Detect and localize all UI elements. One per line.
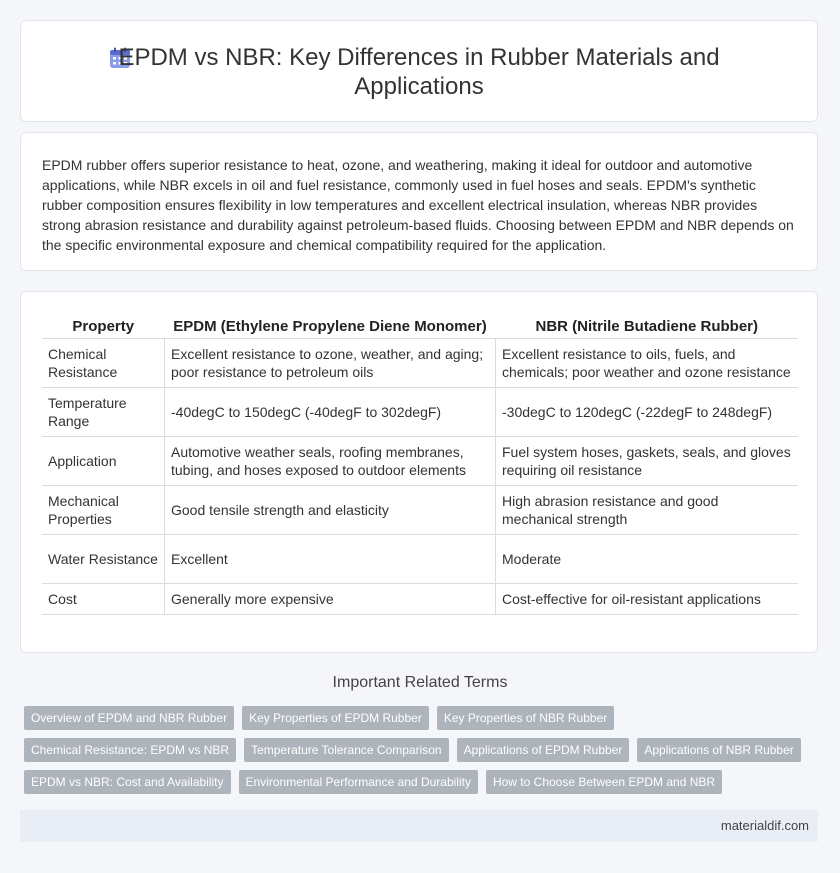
nbr-cell: Moderate (496, 535, 799, 584)
property-cell: Cost (42, 584, 165, 615)
nbr-cell: Fuel system hoses, gaskets, seals, and gloves requiring oil resistance (496, 437, 799, 486)
nbr-cell: Cost-effective for oil-resistant applications (496, 584, 799, 615)
table-row (42, 339, 798, 388)
page-title: EPDM vs NBR: Key Differences in Rubber Materials and Applications (118, 44, 720, 100)
table-row (42, 486, 798, 535)
footer-site-name: materialdif.com (720, 818, 809, 833)
property-cell: Chemical Resistance (42, 339, 165, 388)
title-card (20, 20, 818, 122)
related-term-link[interactable]: Overview of EPDM and NBR Rubber (24, 706, 234, 730)
epdm-cell: Good tensile strength and elasticity (165, 486, 496, 535)
related-term-link[interactable]: Key Properties of NBR Rubber (437, 706, 614, 730)
intro-card (20, 132, 818, 271)
nbr-cell: -30degC to 120degC (-22degF to 248degF) (496, 388, 799, 437)
epdm-cell: -40degC to 150degC (-40degF to 302degF) (165, 388, 496, 437)
related-term-link[interactable]: Chemical Resistance: EPDM vs NBR (24, 738, 236, 762)
property-cell: Application (42, 437, 165, 486)
related-terms-heading: Important Related Terms (332, 674, 508, 691)
epdm-cell: Excellent resistance to ozone, weather, and aging; poor resistance to petroleum oils (165, 339, 496, 388)
related-term-link[interactable]: EPDM vs NBR: Cost and Availability (24, 770, 231, 794)
header-epdm: EPDM (Ethylene Propylene Diene Monomer) (165, 313, 496, 339)
header-nbr: NBR (Nitrile Butadiene Rubber) (496, 313, 799, 339)
header-property: Property (42, 313, 165, 339)
epdm-cell: Generally more expensive (165, 584, 496, 615)
table-header-row (42, 313, 798, 339)
table-row (42, 535, 798, 584)
intro-paragraph: EPDM rubber offers superior resistance to heat, ozone, and weathering, making it ideal for outdoor and automotive applications, while NBR excels in oil and fuel resistance, commonly used in fuel hoses and seals. EPDM's synthetic rubber composition ensures flexibility in low temperatures and excellent electrical insulation, whereas NBR provides strong abrasion resistance and durability against petroleum-based fluids. Choosing between EPDM and NBR depends on the specific environmental exposure and chemical compatibility required for the application. (42, 157, 794, 253)
table-row (42, 584, 798, 615)
epdm-cell: Excellent (165, 535, 496, 584)
table-row (42, 388, 798, 437)
epdm-cell: Automotive weather seals, roofing membranes, tubing, and hoses exposed to outdoor elements (165, 437, 496, 486)
related-terms-list (24, 706, 824, 794)
comparison-card (20, 291, 818, 653)
related-term-link[interactable]: Applications of NBR Rubber (637, 738, 800, 762)
related-term-link[interactable]: Temperature Tolerance Comparison (244, 738, 449, 762)
related-term-link[interactable]: Key Properties of EPDM Rubber (242, 706, 429, 730)
nbr-cell: High abrasion resistance and good mechanical strength (496, 486, 799, 535)
comparison-table (42, 313, 798, 615)
related-term-link[interactable]: Environmental Performance and Durability (239, 770, 478, 794)
property-cell: Mechanical Properties (42, 486, 165, 535)
property-cell: Temperature Range (42, 388, 165, 437)
related-term-link[interactable]: How to Choose Between EPDM and NBR (486, 770, 722, 794)
table-row (42, 437, 798, 486)
footer-bar (20, 810, 818, 842)
property-cell: Water Resistance (42, 535, 165, 584)
related-term-link[interactable]: Applications of EPDM Rubber (457, 738, 630, 762)
nbr-cell: Excellent resistance to oils, fuels, and chemicals; poor weather and ozone resistance (496, 339, 799, 388)
